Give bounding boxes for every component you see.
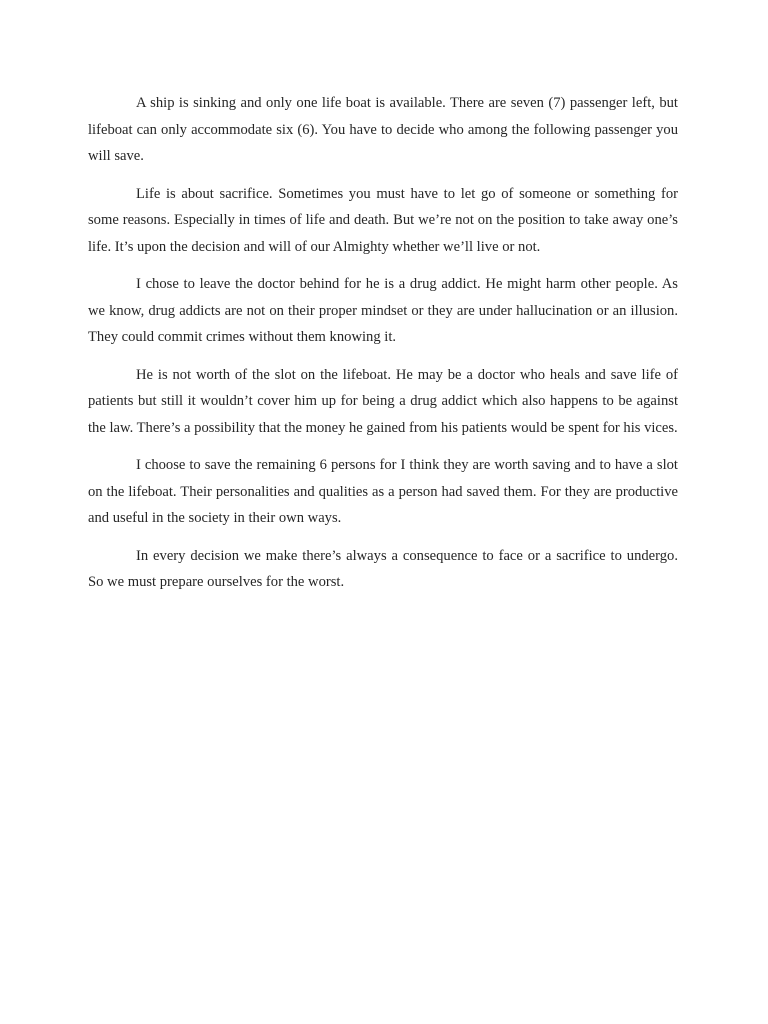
paragraph-5: I choose to save the remaining 6 persons for I think they are worth saving and to have a slot on the lifeboat. Their personalities and qualities as a person had saved them. For they are productive and useful in the society in their own ways. (88, 457, 678, 526)
paragraph-2: Life is about sacrifice. Sometimes you must have to let go of someone or something for some reasons. Especially in times of life and death. But we’re not on the position to take away one’s life. It’s upon the decision and will of our Almighty whether we’ll live or not. (88, 185, 678, 255)
paragraph-4: He is not worth of the slot on the lifeboat. He may be a doctor who heals and save life of patients but still it wouldn’t cover him up for being a drug addict which also happens to be against the law. There’s a possibility that the money he gained from his patients would be spent for his vices. (88, 366, 678, 436)
document-body (88, 90, 678, 607)
paragraph-1: A ship is sinking and only one life boat is available. There are seven (7) passenger left, but lifeboat can only accommodate six (6). You have to decide who among the following passenger you will save. (88, 95, 678, 164)
paragraph-6: In every decision we make there’s always a consequence to face or a sacrifice to undergo. So we must prepare ourselves for the worst. (88, 547, 678, 590)
paragraph-3: I chose to leave the doctor behind for he is a drug addict. He might harm other people. As we know, drug addicts are not on their proper mindset or they are under hallucination or an illusion. They could commit crimes without them knowing it. (88, 276, 678, 345)
